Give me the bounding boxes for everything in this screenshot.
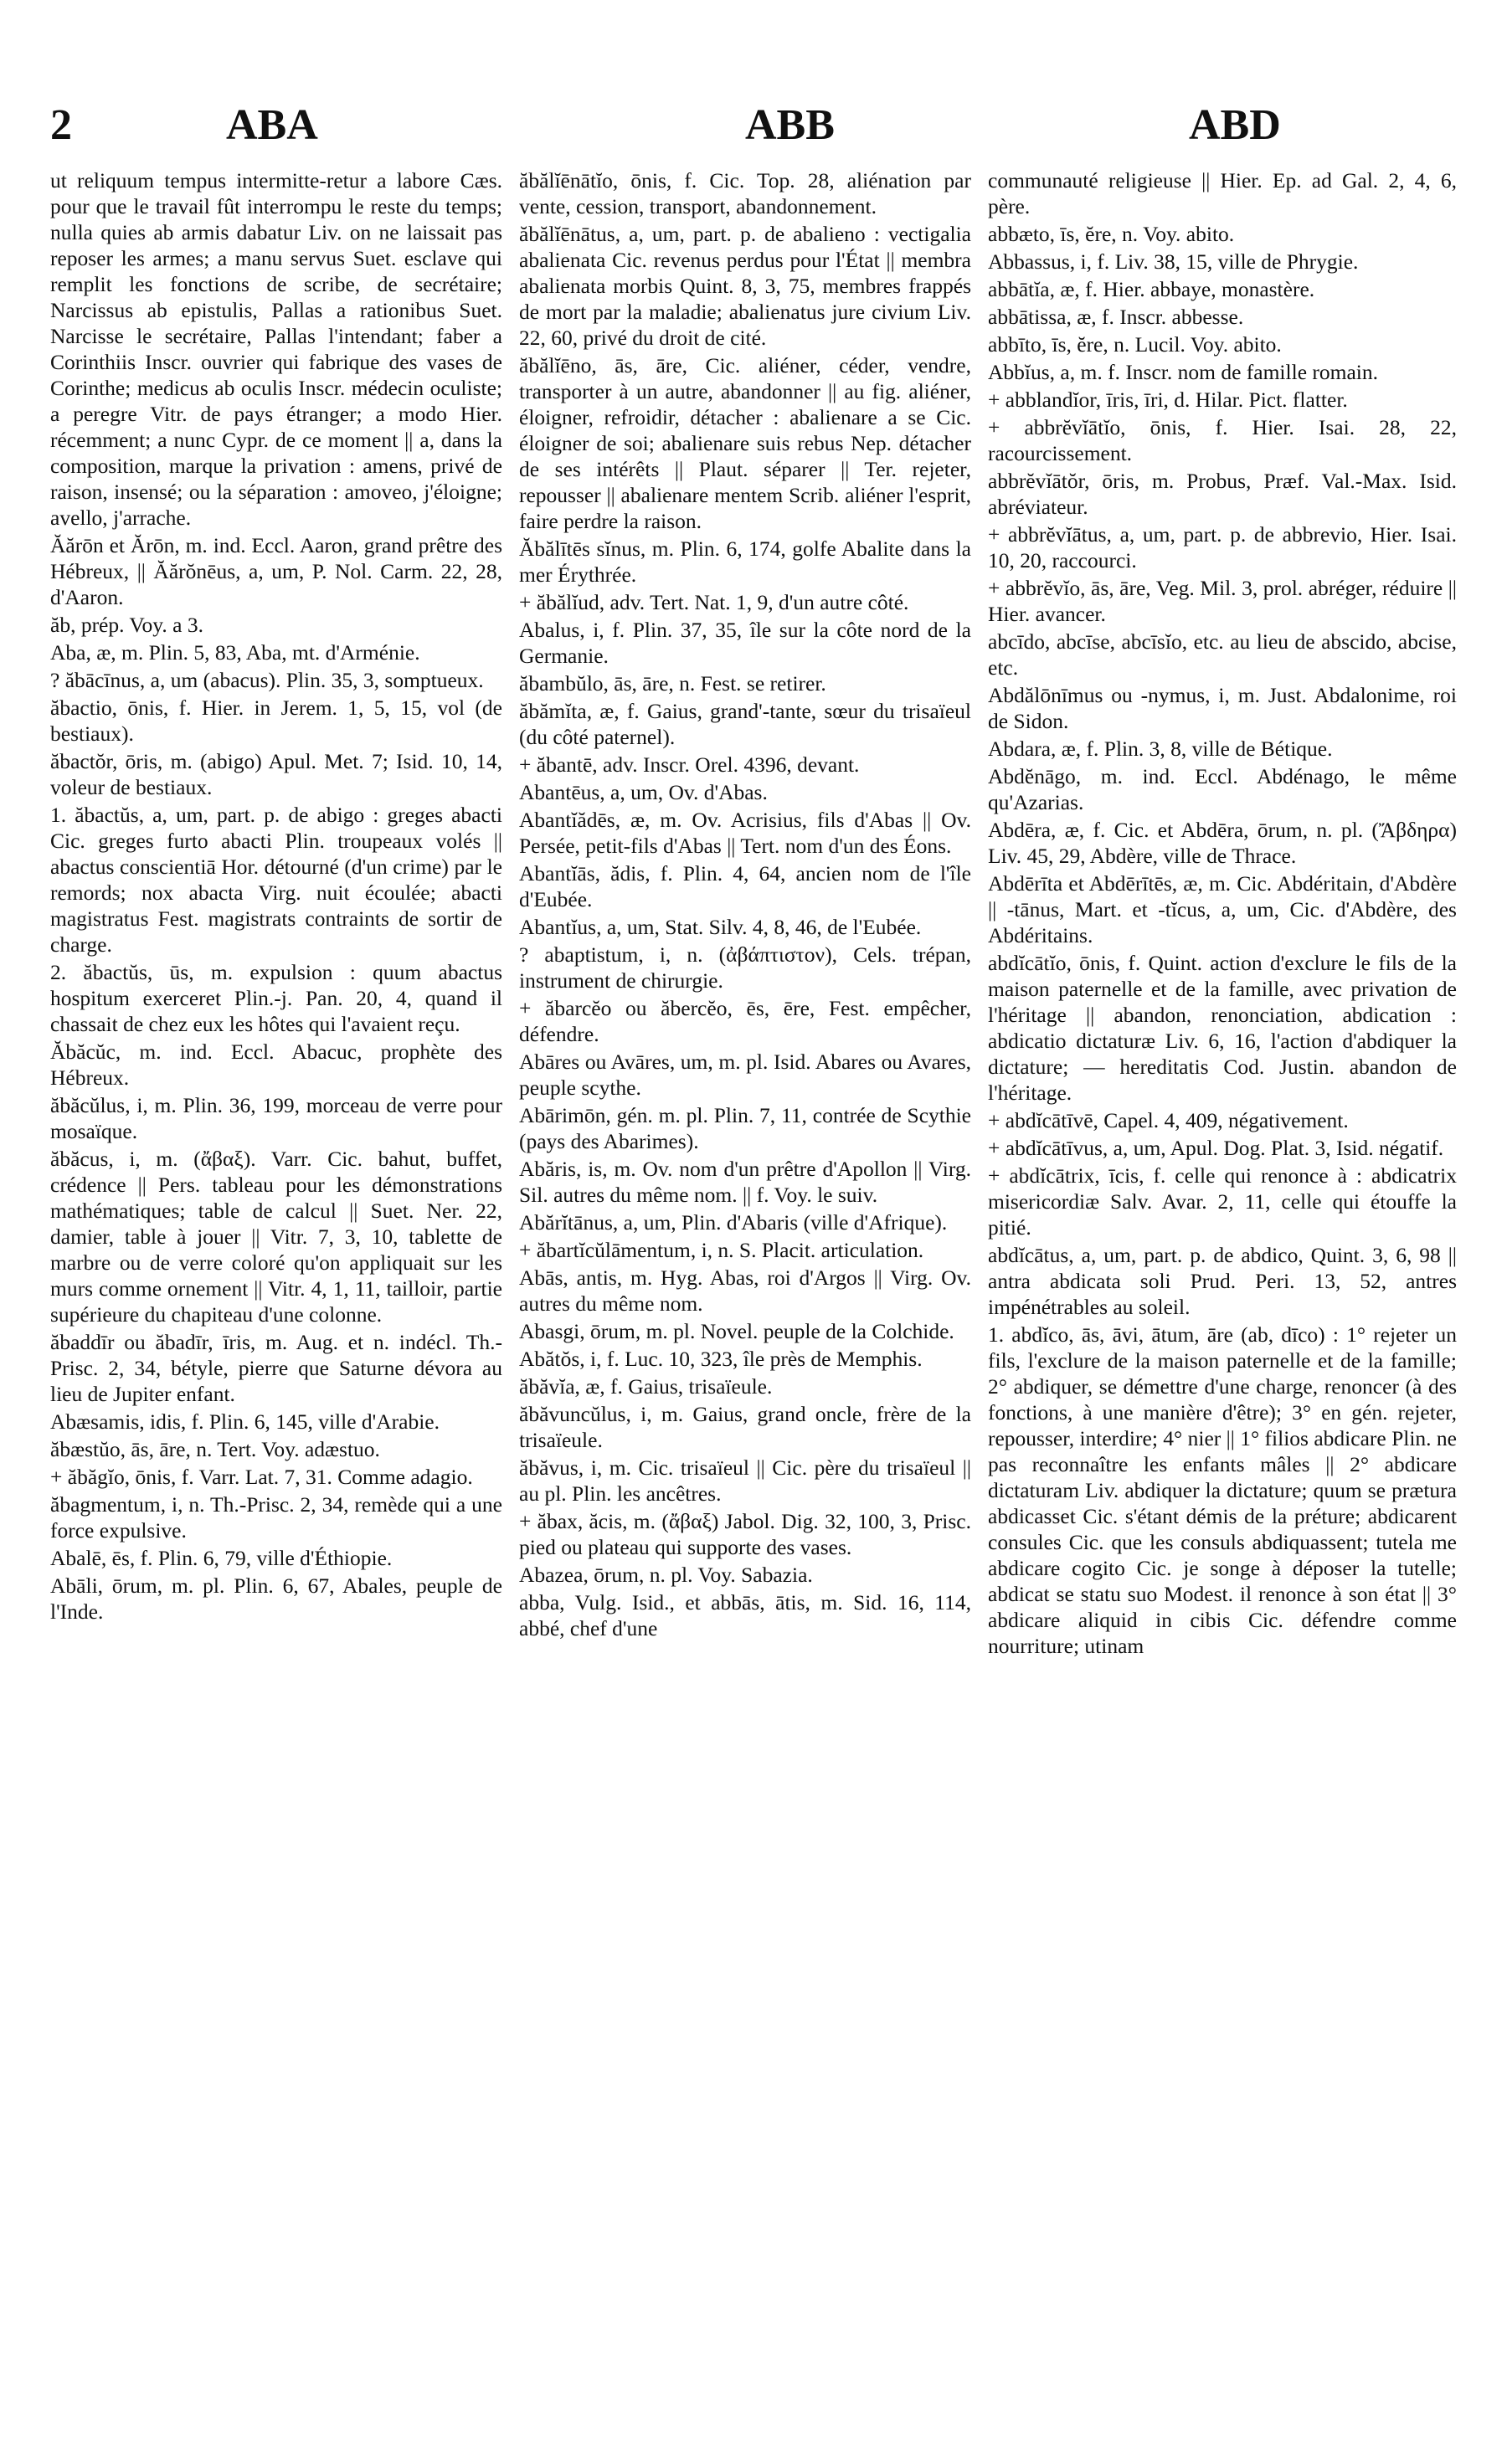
dictionary-entry: + abbrĕvĭātĭo, ōnis, f. Hier. Isai. 28, 22, racourcissement. [988, 415, 1457, 465]
dictionary-entry: abbātissa, æ, f. Inscr. abbesse. [988, 305, 1244, 329]
dictionary-entry: + ăbarcĕo ou ăbercĕo, ēs, ēre, Fest. empêcher, défendre. [519, 996, 971, 1046]
column-right [988, 167, 1457, 1659]
dictionary-entry: Abantĭās, ădis, f. Plin. 4, 64, ancien nom de l'île d'Eubée. [519, 861, 971, 911]
dictionary-entry: Abătŏs, i, f. Luc. 10, 323, île près de Memphis. [519, 1347, 923, 1371]
dictionary-entry: Abdara, æ, f. Plin. 3, 8, ville de Bétique. [988, 737, 1333, 761]
dictionary-entry: ăbămĭta, æ, f. Gaius, grand'-tante, sœur du trisaïeul (du côté paternel). [519, 699, 971, 749]
dictionary-entry: Abalus, i, f. Plin. 37, 35, île sur la côte nord de la Germanie. [519, 618, 971, 668]
dictionary-entry: ăbălĭēnātus, a, um, part. p. de abalieno : vectigalia abalienata Cic. revenus perdus pour l'État || membra abalienata morbis Quint. 8, 3, 75, membres frappés de mort par la maladie; abalienatus jure civium Liv. 22, 60, privé du droit de cité. [519, 222, 971, 350]
dictionary-entry: Abasgi, ōrum, m. pl. Novel. peuple de la Colchide. [519, 1319, 954, 1343]
dictionary-entry: Ăărōn et Ărōn, m. ind. Eccl. Aaron, grand prêtre des Hébreux, || Ăărŏnēus, a, um, P. Nol. Carm. 22, 28, d'Aaron. [50, 533, 502, 609]
header-right-guide-word: ABD [1189, 101, 1281, 149]
dictionary-entry: Abazea, ōrum, n. pl. Voy. Sabazia. [519, 1563, 813, 1587]
dictionary-entry: Abās, antis, m. Hyg. Abas, roi d'Argos || Virg. Ov. autres du même nom. [519, 1265, 971, 1316]
dictionary-entry: Abărĭtānus, a, um, Plin. d'Abaris (ville d'Afrique). [519, 1210, 948, 1235]
dictionary-entry: abdĭcātĭo, ōnis, f. Quint. action d'exclure le fils de la maison paternelle et de la famille, avec privation de l'héritage || abandon, renonciation, abdication : abdicatio dictaturæ Liv. 6, 16, l'action d'abdiquer la dictature; — hereditatis Cod. Justin. abandon de l'héritage. [988, 951, 1457, 1105]
dictionary-entry: + ăbăgĭo, ōnis, f. Varr. Lat. 7, 31. Comme adagio. [50, 1465, 473, 1489]
dictionary-entry: abba, Vulg. Isid., et abbās, ātis, m. Sid. 16, 114, abbé, chef d'une [519, 1590, 971, 1640]
dictionary-entry: + ăbartĭcŭlāmentum, i, n. S. Placit. articulation. [519, 1238, 924, 1262]
dictionary-entry: ăbăvus, i, m. Cic. trisaïeul || Cic. père du trisaïeul || au pl. Plin. les ancêtres. [519, 1455, 971, 1506]
dictionary-entry: + abblandĭor, īris, īri, d. Hilar. Pict. flatter. [988, 388, 1348, 412]
dictionary-entry: Ăbălītēs sĭnus, m. Plin. 6, 174, golfe Abalite dans la mer Érythrée. [519, 536, 971, 587]
dictionary-entry: 2. ăbactŭs, ūs, m. expulsion : quum abactus hospitum exerceret Plin.-j. Pan. 20, 4, quand il chassait de chez eux les hôtes qui l'avaient reçu. [50, 960, 502, 1036]
dictionary-entry: Abantēus, a, um, Ov. d'Abas. [519, 780, 768, 804]
dictionary-entry: ăbagmentum, i, n. Th.-Prisc. 2, 34, remède qui a une force expulsive. [50, 1492, 502, 1543]
dictionary-entry: Abalē, ēs, f. Plin. 6, 79, ville d'Éthiopie. [50, 1546, 393, 1570]
dictionary-entry: ăbălĭēno, ās, āre, Cic. aliéner, céder, vendre, transporter à un autre, abandonner || au fig. aliéner, éloigner, refroidir, détacher : abalienare a se Cic. éloigner de soi; abalienare suis rebus Nep. détacher de ses intérêts || Plaut. séparer || Ter. rejeter, repousser || abalienare mentem Scrib. aliéner l'esprit, faire perdre la raison. [519, 353, 971, 533]
dictionary-entry: abbæto, īs, ĕre, n. Voy. abito. [988, 222, 1235, 246]
dictionary-entry: abbrĕvĭātŏr, ōris, m. Probus, Præf. Val.-Max. Isid. abréviateur. [988, 469, 1457, 519]
dictionary-entry: Ăbăcŭc, m. ind. Eccl. Abacuc, prophète des Hébreux. [50, 1040, 502, 1090]
dictionary-entry: Abăris, is, m. Ov. nom d'un prêtre d'Apollon || Virg. Sil. autres du même nom. || f. Voy. le suiv. [519, 1157, 971, 1207]
dictionary-entry: abbīto, īs, ĕre, n. Lucil. Voy. abito. [988, 332, 1282, 357]
dictionary-entry: 1. abdĭco, ās, āvi, ātum, āre (ab, dīco) : 1° rejeter un fils, l'exclure de la maison paternelle et de la famille; 2° abdiquer, se démettre d'une charge, renoncer (à des fonctions, à une manière d'être); 3° en gén. rejeter, repousser, interdire; 4° nier || 1° filios abdicare Plin. ne pas reconnaître les enfants mâles || 2° abdicare dictaturam Liv. abdiquer la dictature; quum se prætura abdicasset Cic. s'étant démis de la préture; abdicarent consules Cic. que les consuls abdiquassent; tutela me abdicare cogito Cic. je songe à déposer la tutelle; abdicat se statu suo Modest. il renonce à son état || 3° abdicare aliquid in cibis Cic. défendre comme nourriture; utinam [988, 1322, 1457, 1658]
dictionary-entry: Abbĭus, a, m. f. Inscr. nom de famille romain. [988, 360, 1378, 384]
dictionary-entry: Abantĭus, a, um, Stat. Silv. 4, 8, 46, de l'Eubée. [519, 915, 922, 939]
dictionary-entry: Abantĭădēs, æ, m. Ov. Acrisius, fils d'Abas || Ov. Persée, petit-fils d'Abas || Tert. nom d'un des Éons. [519, 808, 971, 858]
dictionary-entry: ăbæstŭo, ās, āre, n. Tert. Voy. adæstuo. [50, 1437, 380, 1461]
dictionary-entry: abcīdo, abcīse, abcīsĭo, etc. au lieu de abscido, abcise, etc. [988, 629, 1457, 680]
dictionary-entry: abbātĭa, æ, f. Hier. abbaye, monastère. [988, 277, 1315, 301]
dictionary-entry: Abārimōn, gén. m. pl. Plin. 7, 11, contrée de Scythie (pays des Abarimes). [519, 1103, 971, 1153]
dictionary-entry: + abbrĕvĭo, ās, āre, Veg. Mil. 3, prol. abréger, réduire || Hier. avancer. [988, 576, 1457, 626]
dictionary-entry: Abæsamis, idis, f. Plin. 6, 145, ville d'Arabie. [50, 1409, 440, 1434]
header-left-guide-word: ABA [226, 101, 318, 149]
dictionary-entry: Abdălōnīmus ou -nymus, i, m. Just. Abdalonime, roi de Sidon. [988, 683, 1457, 733]
dictionary-entry: ăbăvĭa, æ, f. Gaius, trisaïeule. [519, 1374, 773, 1399]
dictionary-entry: Abāres ou Avāres, um, m. pl. Isid. Abares ou Avares, peuple scythe. [519, 1050, 971, 1100]
dictionary-entry: Abdērīta et Abdērītēs, æ, m. Cic. Abdéritain, d'Abdère || -tānus, Mart. et -tĭcus, a, um, Cic. d'Abdère, des Abdéritains. [988, 871, 1457, 947]
dictionary-entry: + ăbantē, adv. Inscr. Orel. 4396, devant. [519, 752, 860, 777]
dictionary-entry: Abdĕnāgo, m. ind. Eccl. Abdénago, le même qu'Azarias. [988, 764, 1457, 814]
dictionary-entry: ? ăbācīnus, a, um (abacus). Plin. 35, 3, somptueux. [50, 668, 484, 692]
dictionary-entry: ăb, prép. Voy. a 3. [50, 613, 203, 637]
column-middle [519, 167, 971, 1641]
dictionary-entry: Abbassus, i, f. Liv. 38, 15, ville de Phrygie. [988, 249, 1359, 274]
dictionary-entry: ăbălĭēnātĭo, ōnis, f. Cic. Top. 28, aliénation par vente, cession, transport, abandonnement. [519, 168, 971, 218]
page-number: 2 [50, 101, 72, 149]
dictionary-entry: abdĭcātus, a, um, part. p. de abdico, Quint. 3, 6, 98 || antra abdicata soli Prud. Peri. 13, 52, antres impénétrables au soleil. [988, 1243, 1457, 1319]
dictionary-entry: ăbactio, ōnis, f. Hier. in Jerem. 1, 5, 15, vol (de bestiaux). [50, 696, 502, 746]
running-header [50, 100, 1457, 151]
dictionary-entry: + abbrĕvĭātus, a, um, part. p. de abbrevio, Hier. Isai. 10, 20, raccourci. [988, 522, 1457, 572]
dictionary-entry: Abdēra, æ, f. Cic. et Abdēra, ōrum, n. pl. (Ἄβδηρα) Liv. 45, 29, Abdère, ville de Thrace. [988, 818, 1457, 868]
dictionary-entry: ăbăcŭlus, i, m. Plin. 36, 199, morceau de verre pour mosaïque. [50, 1093, 502, 1143]
dictionary-entry: ăbambŭlo, ās, āre, n. Fest. se retirer. [519, 671, 826, 696]
dictionary-entry: ăbăvuncŭlus, i, m. Gaius, grand oncle, frère de la trisaïeule. [519, 1402, 971, 1452]
header-center-guide-word: ABB [745, 101, 835, 149]
dictionary-entry: communauté religieuse || Hier. Ep. ad Gal. 2, 4, 6, père. [988, 168, 1457, 218]
dictionary-entry: + abdĭcātīvē, Capel. 4, 409, négativement. [988, 1108, 1349, 1132]
dictionary-entry: ăbăcus, i, m. (ἄβαξ). Varr. Cic. bahut, buffet, crédence || Pers. tableau pour les démonstrations mathématiques; table de calcul || Suet. Ner. 22, damier, table à jouer || Vitr. 7, 3, 10, tablette de marbre ou de verre coloré qu'on appliquait sur les murs comme ornement || Vitr. 4, 1, 11, tailloir, partie supérieure du chapiteau d'une colonne. [50, 1147, 502, 1327]
dictionary-entry: ut reliquum tempus intermitte-retur a labore Cæs. pour que le travail fût interrompu le reste du temps; nulla quies ab armis dabatur Liv. on ne laissait pas reposer les armes; a manu servus Suet. esclave qui remplit les fonctions de scribe, de secrétaire; Narcissus ab epistulis, Pallas a rationibus Suet. Narcisse le secrétaire, Pallas l'intendant; faber a Corinthiis Inscr. ouvrier qui fabrique des vases de Corinthe; medicus ab oculis Inscr. médecin oculiste; a peregre Vitr. de pays étranger; a modo Hier. récemment; a nunc Cypr. de ce moment || a, dans la composition, marque la privation : amens, privé de raison, insensé; ou la séparation : amoveo, j'éloigne; avello, j'arrache. [50, 168, 502, 530]
dictionary-entry: Abāli, ōrum, m. pl. Plin. 6, 67, Abales, peuple de l'Inde. [50, 1573, 502, 1624]
dictionary-entry: ăbactŏr, ōris, m. (abigo) Apul. Met. 7; Isid. 10, 14, voleur de bestiaux. [50, 749, 502, 799]
dictionary-entry: + abdĭcātīvus, a, um, Apul. Dog. Plat. 3, Isid. négatif. [988, 1136, 1444, 1160]
column-left [50, 167, 502, 1625]
dictionary-entry: + ăbălĭud, adv. Tert. Nat. 1, 9, d'un autre côté. [519, 590, 909, 614]
dictionary-entry: + ăbax, ăcis, m. (ἄβαξ) Jabol. Dig. 32, 100, 3, Prisc. pied ou plateau qui supporte des vases. [519, 1509, 971, 1559]
dictionary-entry: + abdĭcātrix, īcis, f. celle qui renonce à : abdicatrix misericordiæ Salv. Avar. 2, 11, celle qui étouffe la pitié. [988, 1163, 1457, 1240]
dictionary-entry: 1. ăbactŭs, a, um, part. p. de abigo : greges abacti Cic. greges furto abacti Plin. troupeaux volés || abactus conscientiā Hor. détourné (d'un crime) par le remords; nox abacta Virg. nuit écoulée; abacti magistratus Fest. magistrats contraints de sortir de charge. [50, 803, 502, 957]
dictionary-entry: Aba, æ, m. Plin. 5, 83, Aba, mt. d'Arménie. [50, 640, 420, 665]
dictionary-entry: ăbaddīr ou ăbadīr, īris, m. Aug. et n. indécl. Th.-Prisc. 2, 34, bétyle, pierre que Saturne dévora au lieu de Jupiter enfant. [50, 1330, 502, 1406]
dictionary-entry: ? abaptistum, i, n. (ἀβάπτιστον), Cels. trépan, instrument de chirurgie. [519, 942, 971, 993]
